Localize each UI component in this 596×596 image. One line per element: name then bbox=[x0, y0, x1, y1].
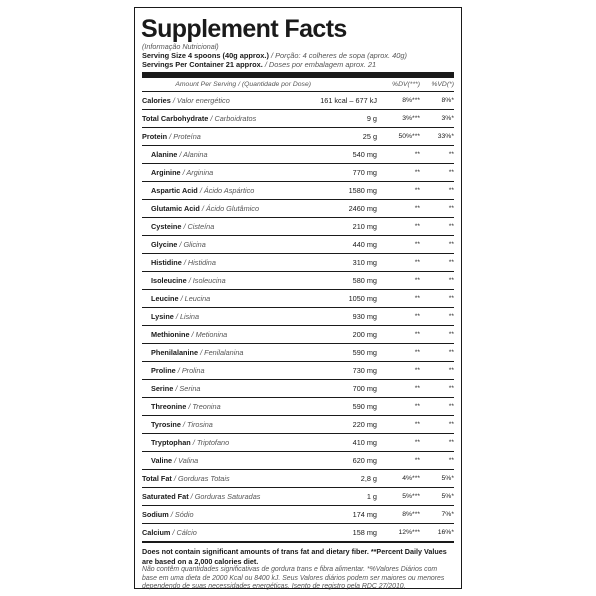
nutrient-name bbox=[142, 222, 315, 231]
nutrient-dv-us: ** bbox=[414, 169, 420, 176]
serving-size-label: Serving Size 4 spoons (40g approx.) bbox=[142, 51, 269, 60]
nutrient-row bbox=[142, 434, 454, 452]
nutrient-amount: 730 mg bbox=[352, 366, 377, 375]
nutrient-name-pt: / Serina bbox=[175, 384, 201, 393]
nutrient-name-en: Calcium bbox=[142, 528, 171, 537]
nutrient-dv-us: 8%*** bbox=[402, 511, 420, 518]
nutrient-amount: 2460 mg bbox=[348, 204, 377, 213]
nutrient-name bbox=[142, 150, 315, 159]
nutrient-dv-br: ** bbox=[448, 295, 454, 302]
nutrient-amount: 9 g bbox=[366, 114, 377, 123]
nutrient-name bbox=[142, 492, 315, 501]
nutrient-amount: 930 mg bbox=[352, 312, 377, 321]
nutrient-name-pt: / Ácido Glutâmico bbox=[201, 204, 260, 213]
nutrient-row bbox=[142, 164, 454, 182]
nutrient-row bbox=[142, 470, 454, 488]
nutrient-name bbox=[142, 132, 315, 141]
nutrient-amount: 25 g bbox=[362, 132, 377, 141]
nutrient-name-pt: / Tirosina bbox=[182, 420, 213, 429]
nutrient-dv-br: ** bbox=[448, 439, 454, 446]
servings-per-container bbox=[142, 60, 454, 69]
nutrient-dv-us: ** bbox=[414, 439, 420, 446]
nutrient-dv-us: ** bbox=[414, 349, 420, 356]
nutrient-name-en: Methionine bbox=[151, 330, 190, 339]
nutrient-dv-br: ** bbox=[448, 259, 454, 266]
nutrient-amount: 540 mg bbox=[352, 150, 377, 159]
nutrient-name-en: Threonine bbox=[151, 402, 187, 411]
nutrient-name bbox=[142, 204, 315, 213]
nutrient-amount: 1580 mg bbox=[348, 186, 377, 195]
nutrient-row bbox=[142, 524, 454, 543]
nutrient-row bbox=[142, 380, 454, 398]
nutrient-name-en: Histidine bbox=[151, 258, 182, 267]
nutrient-dv-us: ** bbox=[414, 367, 420, 374]
nutrient-name-pt: / Treonina bbox=[188, 402, 221, 411]
nutrient-amount: 590 mg bbox=[352, 402, 377, 411]
nutrient-row bbox=[142, 488, 454, 506]
nutrient-name-en: Alanine bbox=[151, 150, 178, 159]
nutrient-name bbox=[142, 294, 315, 303]
nutrient-name-en: Calories bbox=[142, 96, 171, 105]
nutrient-dv-br: 16%* bbox=[437, 529, 454, 536]
nutrient-name bbox=[142, 168, 315, 177]
nutrient-amount: 1 g bbox=[366, 492, 377, 501]
nutrient-dv-us: 4%*** bbox=[402, 475, 420, 482]
nutrient-row bbox=[142, 182, 454, 200]
nutrient-row bbox=[142, 110, 454, 128]
nutrient-name-pt: / Prolina bbox=[177, 366, 205, 375]
nutrient-name-pt: / Histidina bbox=[183, 258, 216, 267]
nutrient-dv-us: ** bbox=[414, 205, 420, 212]
nutrient-amount: 174 mg bbox=[352, 510, 377, 519]
nutrient-name-en: Aspartic Acid bbox=[151, 186, 198, 195]
nutrient-name-pt: / Carboidratos bbox=[210, 114, 257, 123]
nutrient-row bbox=[142, 362, 454, 380]
nutrient-name-pt: / Gorduras Totais bbox=[173, 474, 230, 483]
footnote-pt: Não contêm quantidades significativas de gordura trans e fibra alimentar. *%Valores Diários com base em uma dieta de 2000 Kcal ou 8400 kJ. Seus Valores diários podem ser maiores ou menores dependendo de suas necessidades energéticas. Isento de registro pela RDC 27/2010. bbox=[142, 566, 445, 591]
nutrient-name bbox=[142, 186, 315, 195]
nutrient-name-pt: / Leucina bbox=[180, 294, 211, 303]
nutrient-amount: 440 mg bbox=[352, 240, 377, 249]
nutrient-row bbox=[142, 326, 454, 344]
header-amount bbox=[142, 81, 315, 88]
nutrient-dv-br: ** bbox=[448, 241, 454, 248]
nutrient-name-pt: / Fenilalanina bbox=[200, 348, 244, 357]
nutrient-name-en: Sodium bbox=[142, 510, 169, 519]
nutrient-name-pt: / Ácido Aspártico bbox=[199, 186, 255, 195]
serving-size bbox=[142, 51, 454, 60]
nutrient-row bbox=[142, 92, 454, 110]
nutrient-dv-us: ** bbox=[414, 457, 420, 464]
nutrient-name-pt: / Metionina bbox=[191, 330, 228, 339]
nutrient-row bbox=[142, 398, 454, 416]
nutrient-name bbox=[142, 312, 315, 321]
nutrient-name-pt: / Isoleucina bbox=[188, 276, 226, 285]
nutrient-dv-br: ** bbox=[448, 385, 454, 392]
nutrient-amount: 200 mg bbox=[352, 330, 377, 339]
servings-per-container-label: Servings Per Container 21 approx. bbox=[142, 60, 263, 69]
nutrient-dv-us: ** bbox=[414, 241, 420, 248]
nutrient-name-en: Valine bbox=[151, 456, 173, 465]
nutrient-name bbox=[142, 348, 315, 357]
nutrient-name bbox=[142, 330, 315, 339]
nutrient-dv-us: ** bbox=[414, 277, 420, 284]
nutrient-row bbox=[142, 344, 454, 362]
nutrient-row bbox=[142, 272, 454, 290]
nutrient-amount: 158 mg bbox=[352, 528, 377, 537]
nutrient-dv-br: 3%* bbox=[441, 115, 454, 122]
nutrient-dv-br: ** bbox=[448, 205, 454, 212]
nutrient-amount: 700 mg bbox=[352, 384, 377, 393]
header-amount-pt: / (Quantidade por Dose) bbox=[238, 81, 311, 88]
nutrient-name bbox=[142, 384, 315, 393]
nutrient-name bbox=[142, 402, 315, 411]
nutrient-dv-br: ** bbox=[448, 169, 454, 176]
nutrient-name-en: Lysine bbox=[151, 312, 174, 321]
nutrient-row bbox=[142, 452, 454, 470]
nutrient-dv-us: 50%*** bbox=[398, 133, 420, 140]
header-dv1: %DV(***) bbox=[392, 81, 420, 88]
nutrient-row bbox=[142, 128, 454, 146]
nutrient-name-pt: / Cisteína bbox=[183, 222, 215, 231]
nutrient-name-en: Tryptophan bbox=[151, 438, 191, 447]
nutrient-name-en: Arginine bbox=[151, 168, 181, 177]
nutrient-rows bbox=[142, 92, 454, 543]
nutrient-name-pt: / Arginina bbox=[182, 168, 214, 177]
nutrient-name-en: Proline bbox=[151, 366, 176, 375]
nutrient-row bbox=[142, 254, 454, 272]
nutrient-name bbox=[142, 240, 315, 249]
nutrient-dv-br: ** bbox=[448, 151, 454, 158]
nutrient-dv-br: ** bbox=[448, 403, 454, 410]
nutrient-name bbox=[142, 114, 315, 123]
nutrient-name-pt: / Valina bbox=[174, 456, 199, 465]
nutrient-dv-us: ** bbox=[414, 313, 420, 320]
nutrient-dv-us: 8%*** bbox=[402, 97, 420, 104]
nutrient-amount: 310 mg bbox=[352, 258, 377, 267]
nutrient-dv-us: 3%*** bbox=[402, 115, 420, 122]
nutrient-dv-br: ** bbox=[448, 367, 454, 374]
nutrient-amount: 410 mg bbox=[352, 438, 377, 447]
nutrient-name-pt: / Alanina bbox=[179, 150, 208, 159]
nutrient-name-en: Protein bbox=[142, 132, 168, 141]
nutrient-name bbox=[142, 276, 315, 285]
nutrient-dv-br: 5%* bbox=[441, 475, 454, 482]
nutrient-dv-us: ** bbox=[414, 223, 420, 230]
nutrient-dv-br: 5%* bbox=[441, 493, 454, 500]
nutrient-name-pt: / Sódio bbox=[170, 510, 194, 519]
nutrient-dv-br: ** bbox=[448, 349, 454, 356]
nutrient-amount: 1050 mg bbox=[348, 294, 377, 303]
header-amount-en: Amount Per Serving bbox=[175, 81, 237, 88]
nutrient-dv-us: 12%*** bbox=[398, 529, 420, 536]
header-dv2: %VD(*) bbox=[431, 81, 454, 88]
servings-per-container-note: / Doses por embalagem aprox. 21 bbox=[264, 60, 377, 69]
serving-size-note: / Porção: 4 colheres de sopa (aprox. 40g) bbox=[270, 51, 407, 60]
nutrient-name bbox=[142, 510, 315, 519]
nutrient-name-en: Phenilalanine bbox=[151, 348, 199, 357]
nutrient-row bbox=[142, 218, 454, 236]
nutrient-name-pt: / Cálcio bbox=[172, 528, 197, 537]
nutrient-amount: 2,8 g bbox=[360, 474, 377, 483]
nutrient-name-en: Tyrosine bbox=[151, 420, 181, 429]
nutrient-name-pt: / Glicina bbox=[179, 240, 206, 249]
nutrient-dv-br: ** bbox=[448, 331, 454, 338]
nutrient-amount: 590 mg bbox=[352, 348, 377, 357]
nutrient-row bbox=[142, 308, 454, 326]
nutrient-name bbox=[142, 456, 315, 465]
nutrient-name-pt: / Valor energético bbox=[172, 96, 230, 105]
nutrient-name-en: Isoleucine bbox=[151, 276, 187, 285]
nutrient-dv-us: ** bbox=[414, 403, 420, 410]
footnote bbox=[142, 547, 454, 592]
nutrient-dv-br: ** bbox=[448, 187, 454, 194]
nutrient-name bbox=[142, 528, 315, 537]
nutrient-dv-us: ** bbox=[414, 295, 420, 302]
nutrient-amount: 161 kcal – 677 kJ bbox=[320, 96, 377, 105]
nutrient-dv-us: 5%*** bbox=[402, 493, 420, 500]
nutrient-row bbox=[142, 290, 454, 308]
label-subtitle: (Informação Nutricional) bbox=[142, 42, 219, 51]
nutrient-name-en: Glycine bbox=[151, 240, 178, 249]
nutrient-name-en: Serine bbox=[151, 384, 174, 393]
nutrient-name-en: Cysteine bbox=[151, 222, 182, 231]
nutrient-name-pt: / Triptofano bbox=[192, 438, 230, 447]
nutrient-row bbox=[142, 146, 454, 164]
nutrient-row bbox=[142, 416, 454, 434]
supplement-facts-label bbox=[134, 7, 462, 589]
nutrient-dv-br: ** bbox=[448, 313, 454, 320]
nutrient-name-en: Saturated Fat bbox=[142, 492, 189, 501]
nutrient-dv-us: ** bbox=[414, 151, 420, 158]
label-title: Supplement Facts bbox=[141, 15, 347, 43]
nutrient-name-pt: / Proteína bbox=[169, 132, 201, 141]
nutrient-dv-us: ** bbox=[414, 259, 420, 266]
nutrient-row bbox=[142, 506, 454, 524]
nutrient-dv-us: ** bbox=[414, 385, 420, 392]
nutrient-amount: 210 mg bbox=[352, 222, 377, 231]
nutrient-amount: 770 mg bbox=[352, 168, 377, 177]
table-header bbox=[142, 78, 454, 92]
nutrient-dv-br: 33%* bbox=[437, 133, 454, 140]
nutrient-amount: 220 mg bbox=[352, 420, 377, 429]
nutrient-name-en: Glutamic Acid bbox=[151, 204, 200, 213]
nutrient-dv-br: 7%* bbox=[441, 511, 454, 518]
nutrient-dv-us: ** bbox=[414, 421, 420, 428]
nutrient-name bbox=[142, 366, 315, 375]
nutrient-name-en: Leucine bbox=[151, 294, 179, 303]
nutrient-name-en: Total Fat bbox=[142, 474, 172, 483]
nutrient-row bbox=[142, 236, 454, 254]
nutrient-amount: 580 mg bbox=[352, 276, 377, 285]
nutrient-name bbox=[142, 438, 315, 447]
nutrient-name-pt: / Gorduras Saturadas bbox=[190, 492, 261, 501]
nutrient-name-pt: / Lisina bbox=[175, 312, 200, 321]
nutrient-dv-br: ** bbox=[448, 457, 454, 464]
nutrient-dv-us: ** bbox=[414, 187, 420, 194]
nutrient-name-en: Total Carbohydrate bbox=[142, 114, 209, 123]
nutrient-name bbox=[142, 474, 315, 483]
nutrient-dv-br: ** bbox=[448, 223, 454, 230]
footnote-en: Does not contain significant amounts of trans fat and dietary fiber. **Percent Daily Values are based on a 2,000 calories diet. bbox=[142, 547, 447, 566]
nutrient-amount: 620 mg bbox=[352, 456, 377, 465]
nutrient-dv-us: ** bbox=[414, 331, 420, 338]
nutrient-name bbox=[142, 96, 315, 105]
nutrient-dv-br: ** bbox=[448, 277, 454, 284]
nutrient-row bbox=[142, 200, 454, 218]
nutrient-name bbox=[142, 420, 315, 429]
nutrient-dv-br: ** bbox=[448, 421, 454, 428]
nutrient-name bbox=[142, 258, 315, 267]
nutrient-dv-br: 8%* bbox=[441, 97, 454, 104]
